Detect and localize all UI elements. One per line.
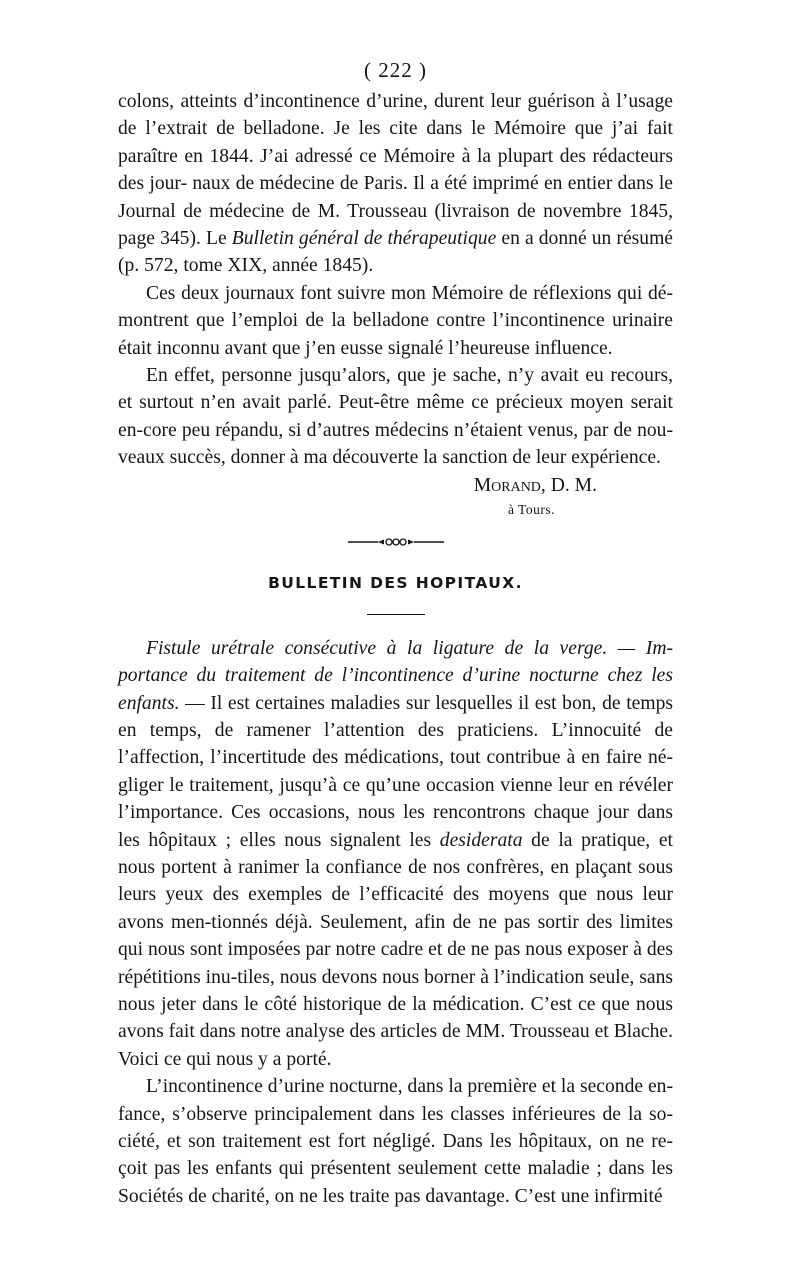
signature-name: Morand xyxy=(473,474,541,496)
intro-line-5: de médecine de M. Trousseau (livraison de novembre 1845, page 345). xyxy=(118,200,673,250)
bulletin-title: Bulletin général de thérapeutique xyxy=(231,228,497,250)
signature xyxy=(118,472,673,499)
article-text xyxy=(118,635,673,1211)
intro-line-4: naux de médecine de Paris. Il a été imprimé en entier dans le Journal xyxy=(118,173,673,222)
ornament-divider xyxy=(118,537,673,547)
intro-line-7: tome XIX, année 1845). xyxy=(183,255,374,277)
ornament-icon xyxy=(346,537,446,547)
signature-title: , D. M. xyxy=(540,474,597,496)
intro-line-3: en 1844. J’ai adressé ce Mémoire à la plupart des rédacteurs des jour- xyxy=(118,145,673,195)
article-paragraph-1 xyxy=(118,635,673,1074)
intro-paragraph-2: Ces deux journaux font suivre mon Mémoire de réflexions qui dé-montrent que l’emploi de la belladone contre l’incontinence urinaire était inconnu avant que j’en eusse signalé l’heureuse influence. xyxy=(118,282,673,359)
intro-paragraph-3: En effet, personne jusqu’alors, que je sache, n’y avait eu recours, et surtout n’en avait parlé. Peut-être même ce précieux moyen serait en-core peu répandu, si d’autres médecins n’étaient venus, par de nou-veaux succès, donner à ma découverte la sanction de leur expérience. xyxy=(118,365,673,469)
intro-text xyxy=(118,88,673,472)
desiderata-term: desiderata xyxy=(439,829,523,851)
section-heading: BULLETIN DES HOPITAUX. xyxy=(268,573,523,592)
article-p1-rest: — Il est certaines maladies sur lesquelles il est bon, de temps en temps, de ramener l’attention des praticiens. L’innocuité de l’affection, l’incertitude des médications, tout contribue à en faire né-gliger le traitement, jusqu’à ce qu’une occasion vienne leur en révéler l’importance. Ces occasions, nous les rencontrons chaque jour dans les hôpitaux ; elles nous signalent les xyxy=(118,692,673,851)
intro-line-2: l’extrait de belladone. Je les cite dans le Mémoire que j’ai fait paraître xyxy=(118,118,673,167)
intro-line-6-prefix: Le xyxy=(206,228,232,250)
signature-place: à Tours. xyxy=(507,501,555,517)
article-paragraph-2: L’incontinence d’urine nocturne, dans la première et la seconde en-fance, s’observe principalement dans les classes inférieures de la so-ciété, et son traitement est fort négligé. Dans les hôpitaux, on ne re-çoit pas les enfants qui présentent seulement cette maladie ; dans les Sociétés de charité, on ne les traite pas davantage. C’est une infirmité xyxy=(118,1076,673,1207)
article-title: Fistule urétrale consécutive à la ligature de la verge. — Im-portance du traitement de l’incontinence d’urine nocturne chez les enfants. xyxy=(118,637,673,714)
page-number: ( 222 ) xyxy=(364,58,427,82)
article-p1-end: de la pratique, et nous portent à ranimer la confiance de nos confrères, en plaçant sous leurs yeux des exemples de l’efficacité des moyens que nous leur avons men-tionnés déjà. Seulement, afin de ne pas sortir des limites qui nous sont imposées par notre cadre et de ne pas nous exposer à des répétitions inu-tiles, nous devons nous borner à l’indication seule, sans nous jeter dans le côté historique de la médication. C’est ce que nous avons fait dans notre analyse des articles de MM. Trousseau et Blache. Voici ce qui nous y a porté. xyxy=(118,829,674,1070)
intro-line-6-suffix: en a donné un résumé (p. 572, xyxy=(118,228,674,277)
intro-line-1: colons, atteints d’incontinence d’urine, durent leur guérison à l’usage de xyxy=(118,91,673,140)
book-page xyxy=(118,56,673,1210)
heading-rule xyxy=(367,614,425,615)
intro-paragraph-1 xyxy=(118,88,673,280)
